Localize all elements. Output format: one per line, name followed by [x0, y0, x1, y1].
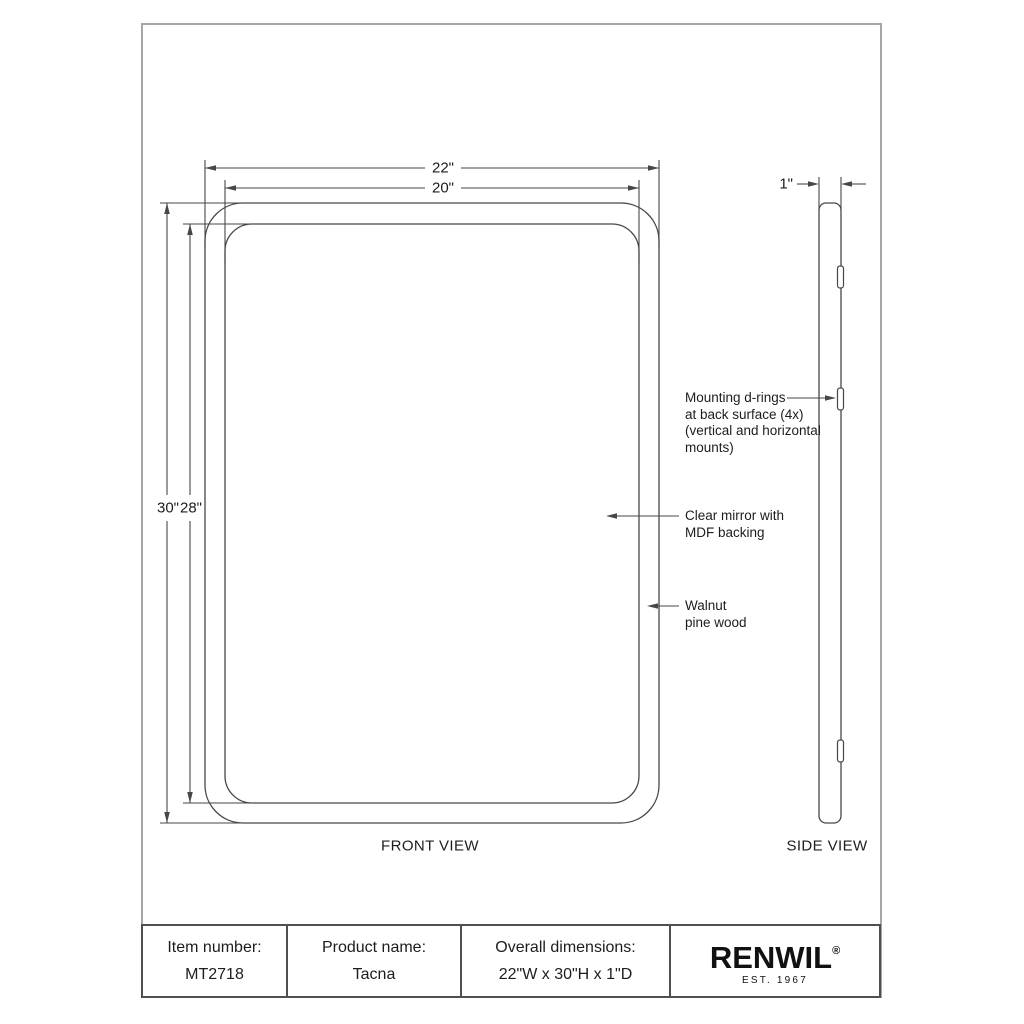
title-block — [141, 924, 881, 998]
annotation-line: Walnut — [685, 598, 727, 613]
side-view-panel — [819, 203, 841, 823]
dimension-width-outer — [205, 160, 659, 177]
annotation-line: pine wood — [685, 614, 747, 630]
item-number-label: Item number: — [167, 939, 262, 956]
product-name-cell — [286, 926, 460, 996]
annotation-line: Mounting d-rings — [685, 390, 786, 405]
product-name-value: Tacna — [352, 966, 396, 983]
front-view-label: FRONT VIEW — [381, 837, 479, 855]
annotation-line: mounts) — [685, 439, 734, 455]
product-name-label: Product name: — [321, 939, 427, 956]
side-view-label: SIDE VIEW — [786, 837, 868, 855]
overall-dimensions-cell — [460, 926, 669, 996]
overall-dimensions-value: 22"W x 30"H x 1"D — [498, 966, 633, 983]
overall-dimensions-label: Overall dimensions: — [495, 939, 636, 956]
brand-logo: RENWIL® — [709, 940, 841, 975]
dim-label-30: 30" — [156, 499, 180, 517]
front-view-mirror-edge — [225, 224, 639, 803]
d-ring — [838, 388, 844, 410]
item-number-value: MT2718 — [185, 966, 244, 983]
dim-label-28: 28" — [179, 499, 203, 517]
extension-lines — [160, 160, 841, 823]
dim-label-22: 22" — [431, 159, 455, 177]
item-number-cell — [143, 926, 286, 996]
dim-label-1: 1" — [779, 175, 793, 193]
annotation-line: at back surface (4x) — [685, 406, 804, 422]
annotation-mirror — [685, 508, 784, 541]
dim-label-20: 20" — [431, 179, 455, 197]
annotation-line: MDF backing — [685, 524, 765, 540]
annotation-line: Clear mirror with — [685, 508, 785, 523]
annotation-line: (vertical and horizontal — [685, 423, 821, 438]
dimension-height-inner — [180, 224, 202, 803]
side-view-outline — [819, 203, 844, 823]
dimension-depth — [779, 176, 866, 193]
front-view-outline — [205, 203, 659, 823]
d-ring — [838, 740, 844, 762]
dimension-height-outer — [157, 203, 179, 823]
front-view-outer-frame — [205, 203, 659, 823]
annotation-mounting-drings — [685, 390, 821, 456]
brand-cell — [669, 926, 879, 996]
d-ring — [838, 266, 844, 288]
brand-est-label: EST. 1967 — [742, 975, 808, 986]
dimension-width-inner — [225, 180, 639, 197]
registered-mark-icon: ® — [832, 945, 841, 957]
annotation-frame — [685, 598, 747, 631]
